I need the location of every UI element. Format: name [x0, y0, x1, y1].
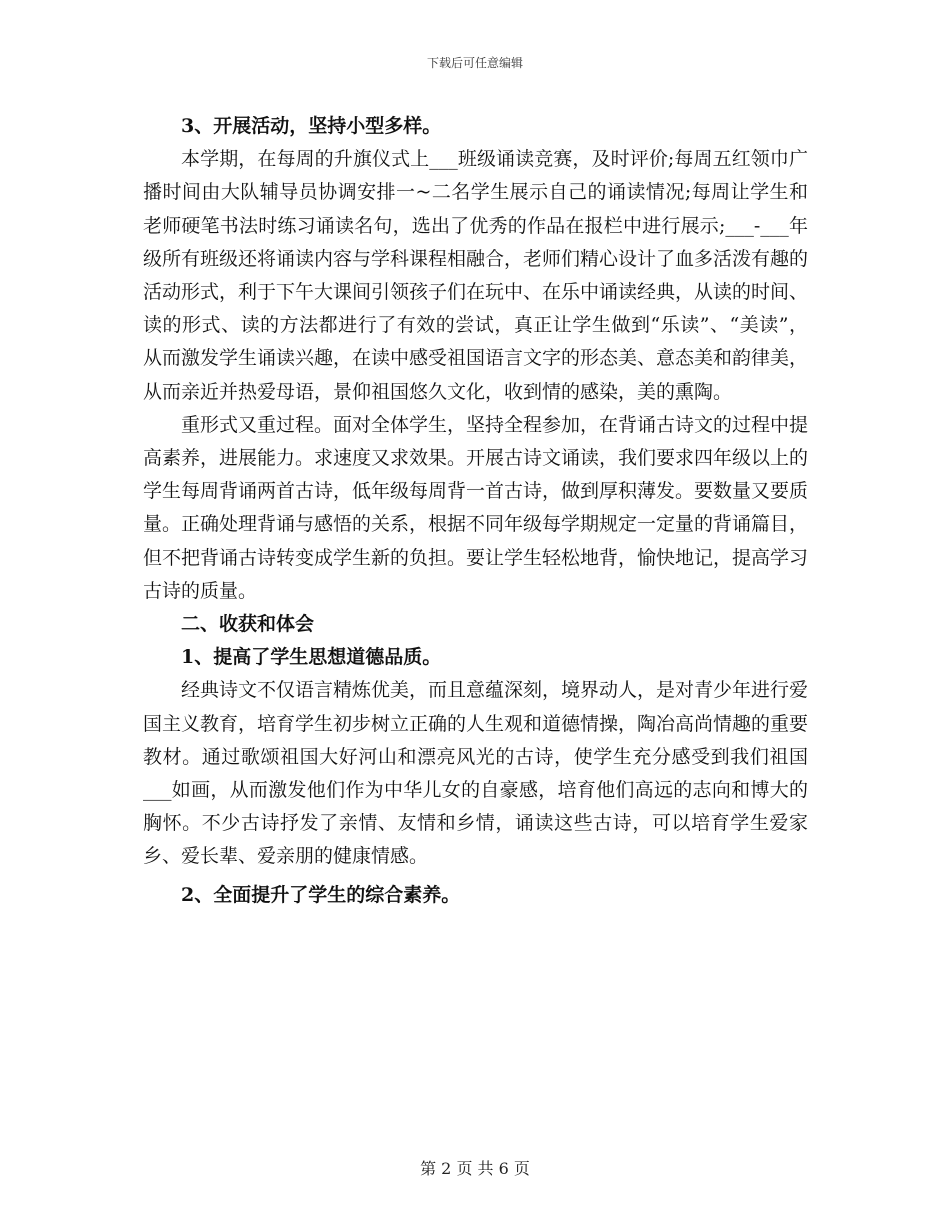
document-body: [143, 110, 808, 912]
paragraph-process: 重形式又重过程。面对全体学生，坚持全程参加，在背诵古诗文的过程中提高素养，进展能力。求速度又求效果。开展古诗文诵读，我们要求四年级以上的学生每周背诵两首古诗，低年级每周背一首古诗，做到厚积薄发。要数量又要质量。正确处理背诵与感悟的关系，根据不同年级每学期规定一定量的背诵篇目，但不把背诵古诗转变成学生新的负担。要让学生轻松地背，愉快地记，提高学习古诗的质量。: [143, 413, 809, 602]
heading-moral-quality: 1、提高了学生思想道德品质。: [181, 646, 442, 669]
paragraph-activities: 本学期，在每周的升旗仪式上___班级诵读竞赛，及时评价;每周五红领巾广播时间由大队辅导员协调安排一~二名学生展示自己的诵读情况;每周让学生和老师硬笔书法时练习诵读名句，选出了优秀的作品在报栏中进行展示;___-___年级所有班级还将诵读内容与学科课程相融合，老师们精心设计了血多活泼有趣的活动形式，利于下午大课间引领孩子们在玩中、在乐中诵读经典，从读的时间、读的形式、读的方法都进行了有效的尝试，真正让学生做到“乐读”、“美读”，从而激发学生诵读兴趣，在读中感受祖国语言文字的形态美、意态美和韵律美，从而亲近并热爱母语，景仰祖国悠久文化，收到情的感染，美的熏陶。: [143, 148, 809, 403]
page-header-note: 下载后可任意编辑: [426, 56, 523, 70]
page-number: 第 2 页 共 6 页: [420, 1159, 530, 1178]
heading-overall-quality: 2、全面提升了学生的综合素养。: [181, 883, 461, 906]
section-heading-gains: 二、收获和体会: [181, 613, 315, 636]
paragraph-moral-quality: 经典诗文不仅语言精炼优美，而且意蕴深刻，境界动人，是对青少年进行爱国主义教育，培育学生初步树立正确的人生观和道德情操，陶冶高尚情趣的重要教材。通过歌颂祖国大好河山和漂亮风光的古诗，使学生充分感受到我们祖国___如画，从而激发他们作为中华儿女的自豪感，培育他们高远的志向和博大的胸怀。不少古诗抒发了亲情、友情和乡情，诵读这些古诗，可以培育学生爱家乡、爱长辈、爱亲朋的健康情感。: [143, 679, 809, 868]
heading-activities: 3、开展活动，坚持小型多样。: [181, 115, 442, 137]
